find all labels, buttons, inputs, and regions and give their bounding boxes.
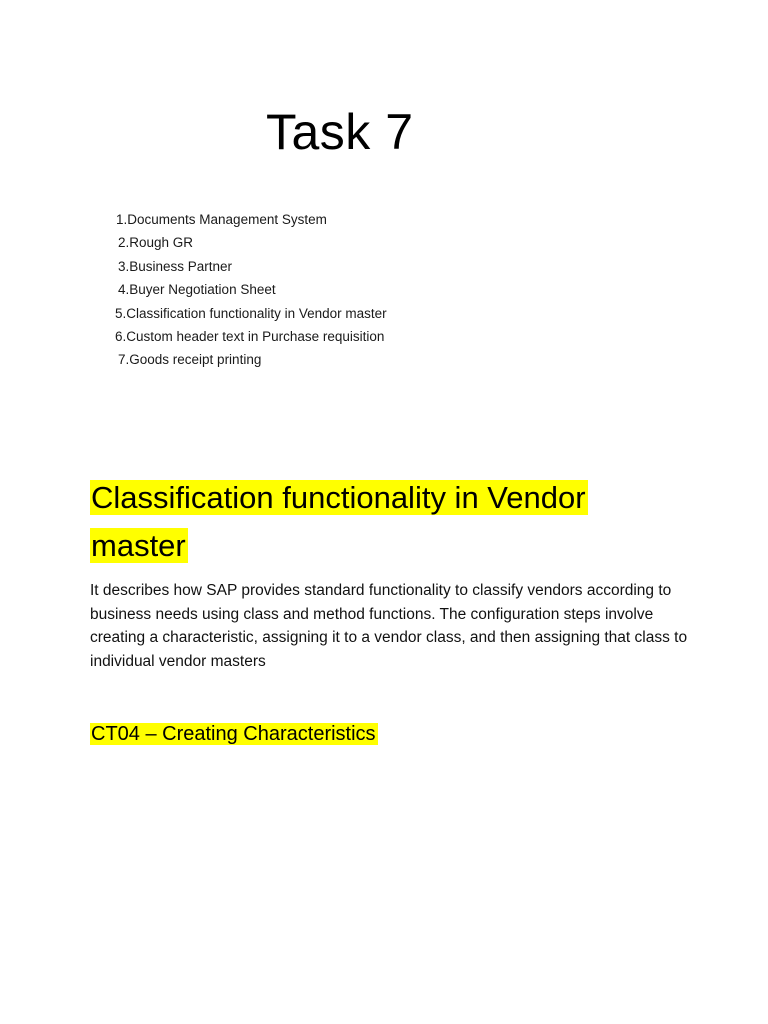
sub-heading bbox=[90, 719, 378, 749]
task-list bbox=[0, 208, 387, 372]
list-item bbox=[118, 278, 390, 301]
highlighted-heading-text: Classification functionality in Vendor master bbox=[91, 480, 586, 563]
list-item-text: 7.Goods receipt printing bbox=[118, 352, 262, 368]
list-item bbox=[116, 208, 388, 231]
highlighted-subheading-text: CT04 – Creating Characteristics bbox=[91, 723, 376, 745]
list-item bbox=[118, 255, 390, 278]
list-item-text: 4.Buyer Negotiation Sheet bbox=[118, 282, 276, 298]
list-item bbox=[118, 348, 390, 371]
list-item-text: 1.Documents Management System bbox=[116, 212, 327, 227]
section-paragraph: It describes how SAP provides standard functionality to classify vendors according to business needs using class and method functions. The configuration steps involve creating a characteristic, assigning it to a vendor class, and then assigning that class to individual vendor masters bbox=[90, 582, 688, 670]
list-item bbox=[118, 231, 390, 254]
list-item bbox=[115, 325, 387, 348]
page-title: Task 7 bbox=[266, 104, 414, 160]
list-item-text: 3.Business Partner bbox=[118, 258, 233, 274]
list-item bbox=[115, 302, 387, 325]
list-item-text: 5.Classification functionality in Vendor master bbox=[115, 305, 387, 321]
list-item-text: 6.Custom header text in Purchase requisition bbox=[115, 328, 385, 344]
section-heading bbox=[90, 474, 650, 570]
list-item-text: 2.Rough GR bbox=[118, 235, 194, 251]
